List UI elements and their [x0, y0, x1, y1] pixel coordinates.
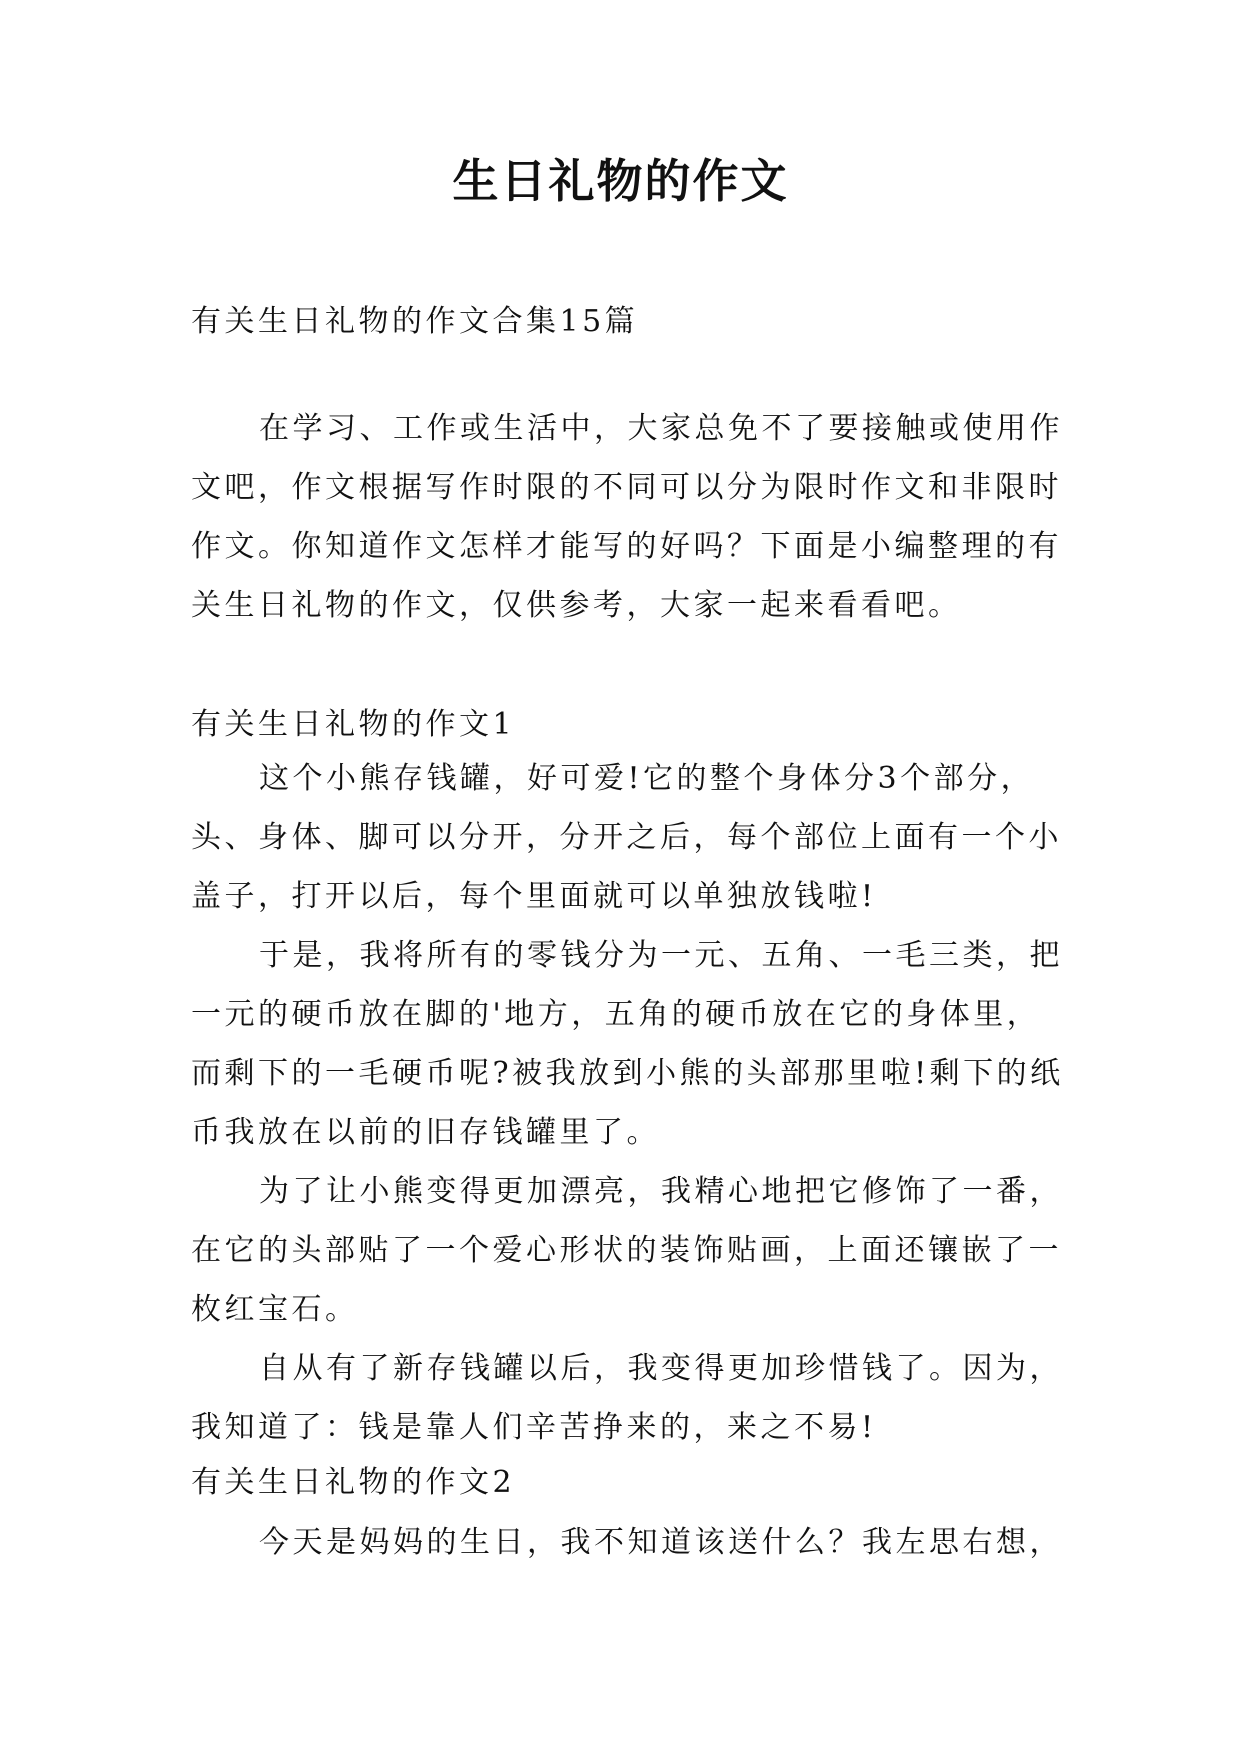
intro-line-2: 文吧，作文根据写作时限的不同可以分为限时作文和非限时 — [191, 470, 1062, 505]
essay1-line-8: 为了让小熊变得更加漂亮，我精心地把它修饰了一番， — [259, 1174, 1063, 1209]
essay1-line-12: 我知道了：钱是靠人们辛苦挣来的，来之不易! — [191, 1410, 877, 1445]
intro-line-4: 关生日礼物的作文，仅供参考，大家一起来看看吧。 — [191, 588, 962, 623]
essay1-line-10: 枚红宝石。 — [191, 1292, 359, 1327]
essay2-line-1: 今天是妈妈的生日，我不知道该送什么？我左思右想， — [259, 1525, 1063, 1560]
essay1-line-6: 而剩下的一毛硬币呢?被我放到小熊的头部那里啦!剩下的纸 — [191, 1056, 1064, 1091]
subtitle: 有关生日礼物的作文合集15篇 — [191, 304, 639, 339]
intro-line-3: 作文。你知道作文怎样才能写的好吗？下面是小编整理的有 — [191, 529, 1062, 564]
essay1-line-4: 于是，我将所有的零钱分为一元、五角、一毛三类，把 — [259, 938, 1063, 973]
essay1-heading: 有关生日礼物的作文1 — [191, 707, 516, 742]
essay1-line-1: 这个小熊存钱罐，好可爱!它的整个身体分3个部分， — [259, 761, 1035, 796]
essay2-heading: 有关生日礼物的作文2 — [191, 1465, 516, 1500]
essay1-line-11: 自从有了新存钱罐以后，我变得更加珍惜钱了。因为， — [259, 1351, 1063, 1386]
essay1-line-7: 币我放在以前的旧存钱罐里了。 — [191, 1115, 660, 1150]
essay1-line-9: 在它的头部贴了一个爱心形状的装饰贴画，上面还镶嵌了一 — [191, 1233, 1062, 1268]
essay1-line-5: 一元的硬币放在脚的'地方，五角的硬币放在它的身体里， — [191, 997, 1041, 1032]
essay1-line-2: 头、身体、脚可以分开，分开之后，每个部位上面有一个小 — [191, 820, 1062, 855]
essay1-line-3: 盖子，打开以后，每个里面就可以单独放钱啦! — [191, 879, 877, 914]
document-title: 生日礼物的作文 — [452, 154, 789, 208]
intro-line-1: 在学习、工作或生活中，大家总免不了要接触或使用作 — [259, 411, 1063, 446]
